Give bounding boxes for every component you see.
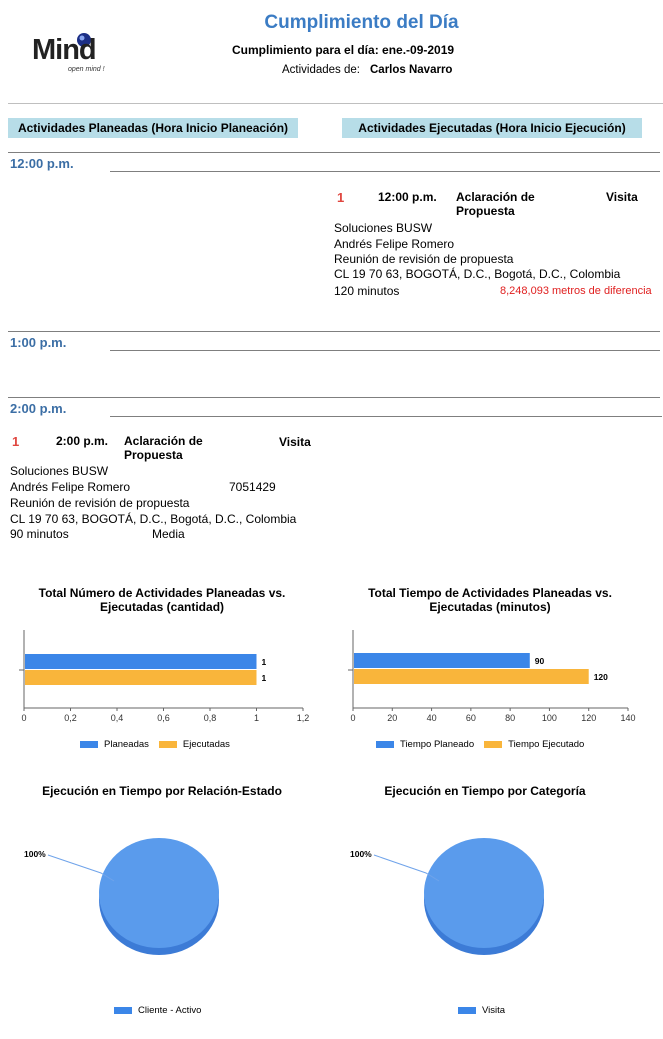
chart1-legend [80,739,230,750]
planned-activity-duration: 90 minutos [10,527,69,541]
page-title: Cumplimiento del Día [264,12,459,33]
planned-activity-address: CL 19 70 63, BOGOTÁ, D.C., Bogotá, D.C., Colombia [10,512,297,526]
pie2-legend [458,1005,505,1016]
time-slot-label: 12:00 p.m. [10,156,74,171]
bar-planeadas [25,654,257,669]
slot-line-sub [110,171,660,172]
logo-text: Mind [32,34,96,66]
legend-swatch-orange [159,741,177,748]
time-slot-label: 2:00 p.m. [10,401,67,416]
bar-value-label: 120 [593,672,608,682]
bar-value-label: 90 [534,656,545,666]
pie-slice [99,838,219,948]
pie1-title: Ejecución en Tiempo por Relación-Estado [42,784,282,798]
x-tick-label: 0,2 [64,713,77,723]
executed-activity-title-2: Propuesta [456,204,515,218]
slot-line-sub [110,350,660,351]
x-tick-label: 1 [253,713,260,723]
logo-tagline: open mind ! [68,66,105,73]
slot-line-top [8,152,660,153]
chart1-title-line2: Ejecutadas (cantidad) [99,600,225,614]
executed-activity-title-1: Aclaración de [456,190,535,204]
x-tick-label: 0 [21,713,27,723]
legend-swatch-blue [458,1007,476,1014]
executed-activity-description: Reunión de revisión de propuesta [334,252,514,266]
legend-label: Cliente - Activo [138,1005,202,1016]
legend-label: Ejecutadas [182,739,230,750]
planned-activity-type: Visita [279,435,311,449]
legend-swatch-orange [484,741,502,748]
pie-percent-label: 100% [24,849,46,859]
x-tick-label: 0,4 [110,713,124,723]
executed-activity-number: 1 [337,190,345,205]
chart2-title-line2: Ejecutadas (minutos) [429,600,551,614]
legend-label: Visita [482,1005,506,1016]
executed-activity-company: Soluciones BUSW [334,221,433,235]
executed-activity-type: Visita [606,190,638,204]
bar-tiempo-ejecutado [354,669,589,684]
pie1-chart [0,830,320,970]
slot-line-top [8,397,660,398]
x-tick-label: 0,6 [157,713,170,723]
chart1-title [12,586,312,614]
executed-activity-contact: Andrés Felipe Romero [334,237,455,251]
slot-line-sub [110,416,662,417]
slot-line-top [8,331,660,332]
legend-swatch-blue [114,1007,132,1014]
x-tick-label: 100 [541,713,557,723]
time-slot-label: 1:00 p.m. [10,335,67,350]
pie-slice [424,838,544,948]
executed-activity-time: 12:00 p.m. [378,190,437,204]
x-tick-label: 40 [426,713,437,723]
header-divider [8,103,663,104]
planned-column-header: Actividades Planeadas (Hora Inicio Planeación) [8,118,298,138]
chart2-title [340,586,640,614]
legend-label: Tiempo Ejecutado [508,739,585,750]
chart1-bar-chart [0,620,320,730]
planned-activity-contact: Andrés Felipe Romero [10,480,131,494]
bar-tiempo-planeado [354,653,530,668]
legend-swatch-blue [80,741,98,748]
x-tick-label: 1,2 [296,713,310,723]
chart1-title-line1: Total Número de Actividades Planeadas vs. [38,586,286,600]
x-tick-label: 140 [620,713,636,723]
bar-ejecutadas [25,670,257,685]
x-tick-label: 0 [350,713,356,723]
activities-label: Actividades de: [282,64,360,76]
pie1-legend [114,1005,201,1016]
x-tick-label: 0,8 [203,713,217,723]
planned-activity-company: Soluciones BUSW [10,464,109,478]
logo [32,30,122,80]
planned-activity-description: Reunión de revisión de propuesta [10,496,190,510]
legend-swatch-blue [376,741,394,748]
planned-activity-time: 2:00 p.m. [56,434,109,448]
pie2-chart [330,830,650,970]
x-tick-label: 60 [465,713,476,723]
pie-percent-label: 100% [350,849,372,859]
executed-column-header: Actividades Ejecutadas (Hora Inicio Ejecución) [342,118,642,138]
x-tick-label: 120 [581,713,597,723]
legend-label: Planeadas [104,739,149,750]
chart2-legend [376,739,584,750]
chart2-bar-chart [330,620,650,730]
planned-activity-title-1: Aclaración de [124,434,203,448]
executed-activity-duration: 120 minutos [334,284,400,298]
pie2-title: Ejecución en Tiempo por Categoría [384,784,586,798]
bar-value-label: 1 [261,673,267,683]
x-tick-label: 20 [387,713,398,723]
planned-activity-phone: 7051429 [229,480,276,494]
bar-value-label: 1 [261,657,267,667]
planned-activity-priority: Media [152,527,185,541]
x-tick-label: 80 [505,713,516,723]
executed-activity-address: CL 19 70 63, BOGOTÁ, D.C., Bogotá, D.C., Colombia [334,267,621,281]
page-subtitle: Cumplimiento para el día: ene.-09-2019 [232,43,455,57]
legend-label: Tiempo Planeado [400,739,475,750]
user-name: Carlos Navarro [370,64,453,76]
chart2-title-line1: Total Tiempo de Actividades Planeadas vs. [368,586,612,600]
executed-activity-distance: 8,248,093 metros de diferencia [500,285,652,297]
planned-activity-title-2: Propuesta [124,448,183,462]
planned-activity-number: 1 [12,434,20,449]
